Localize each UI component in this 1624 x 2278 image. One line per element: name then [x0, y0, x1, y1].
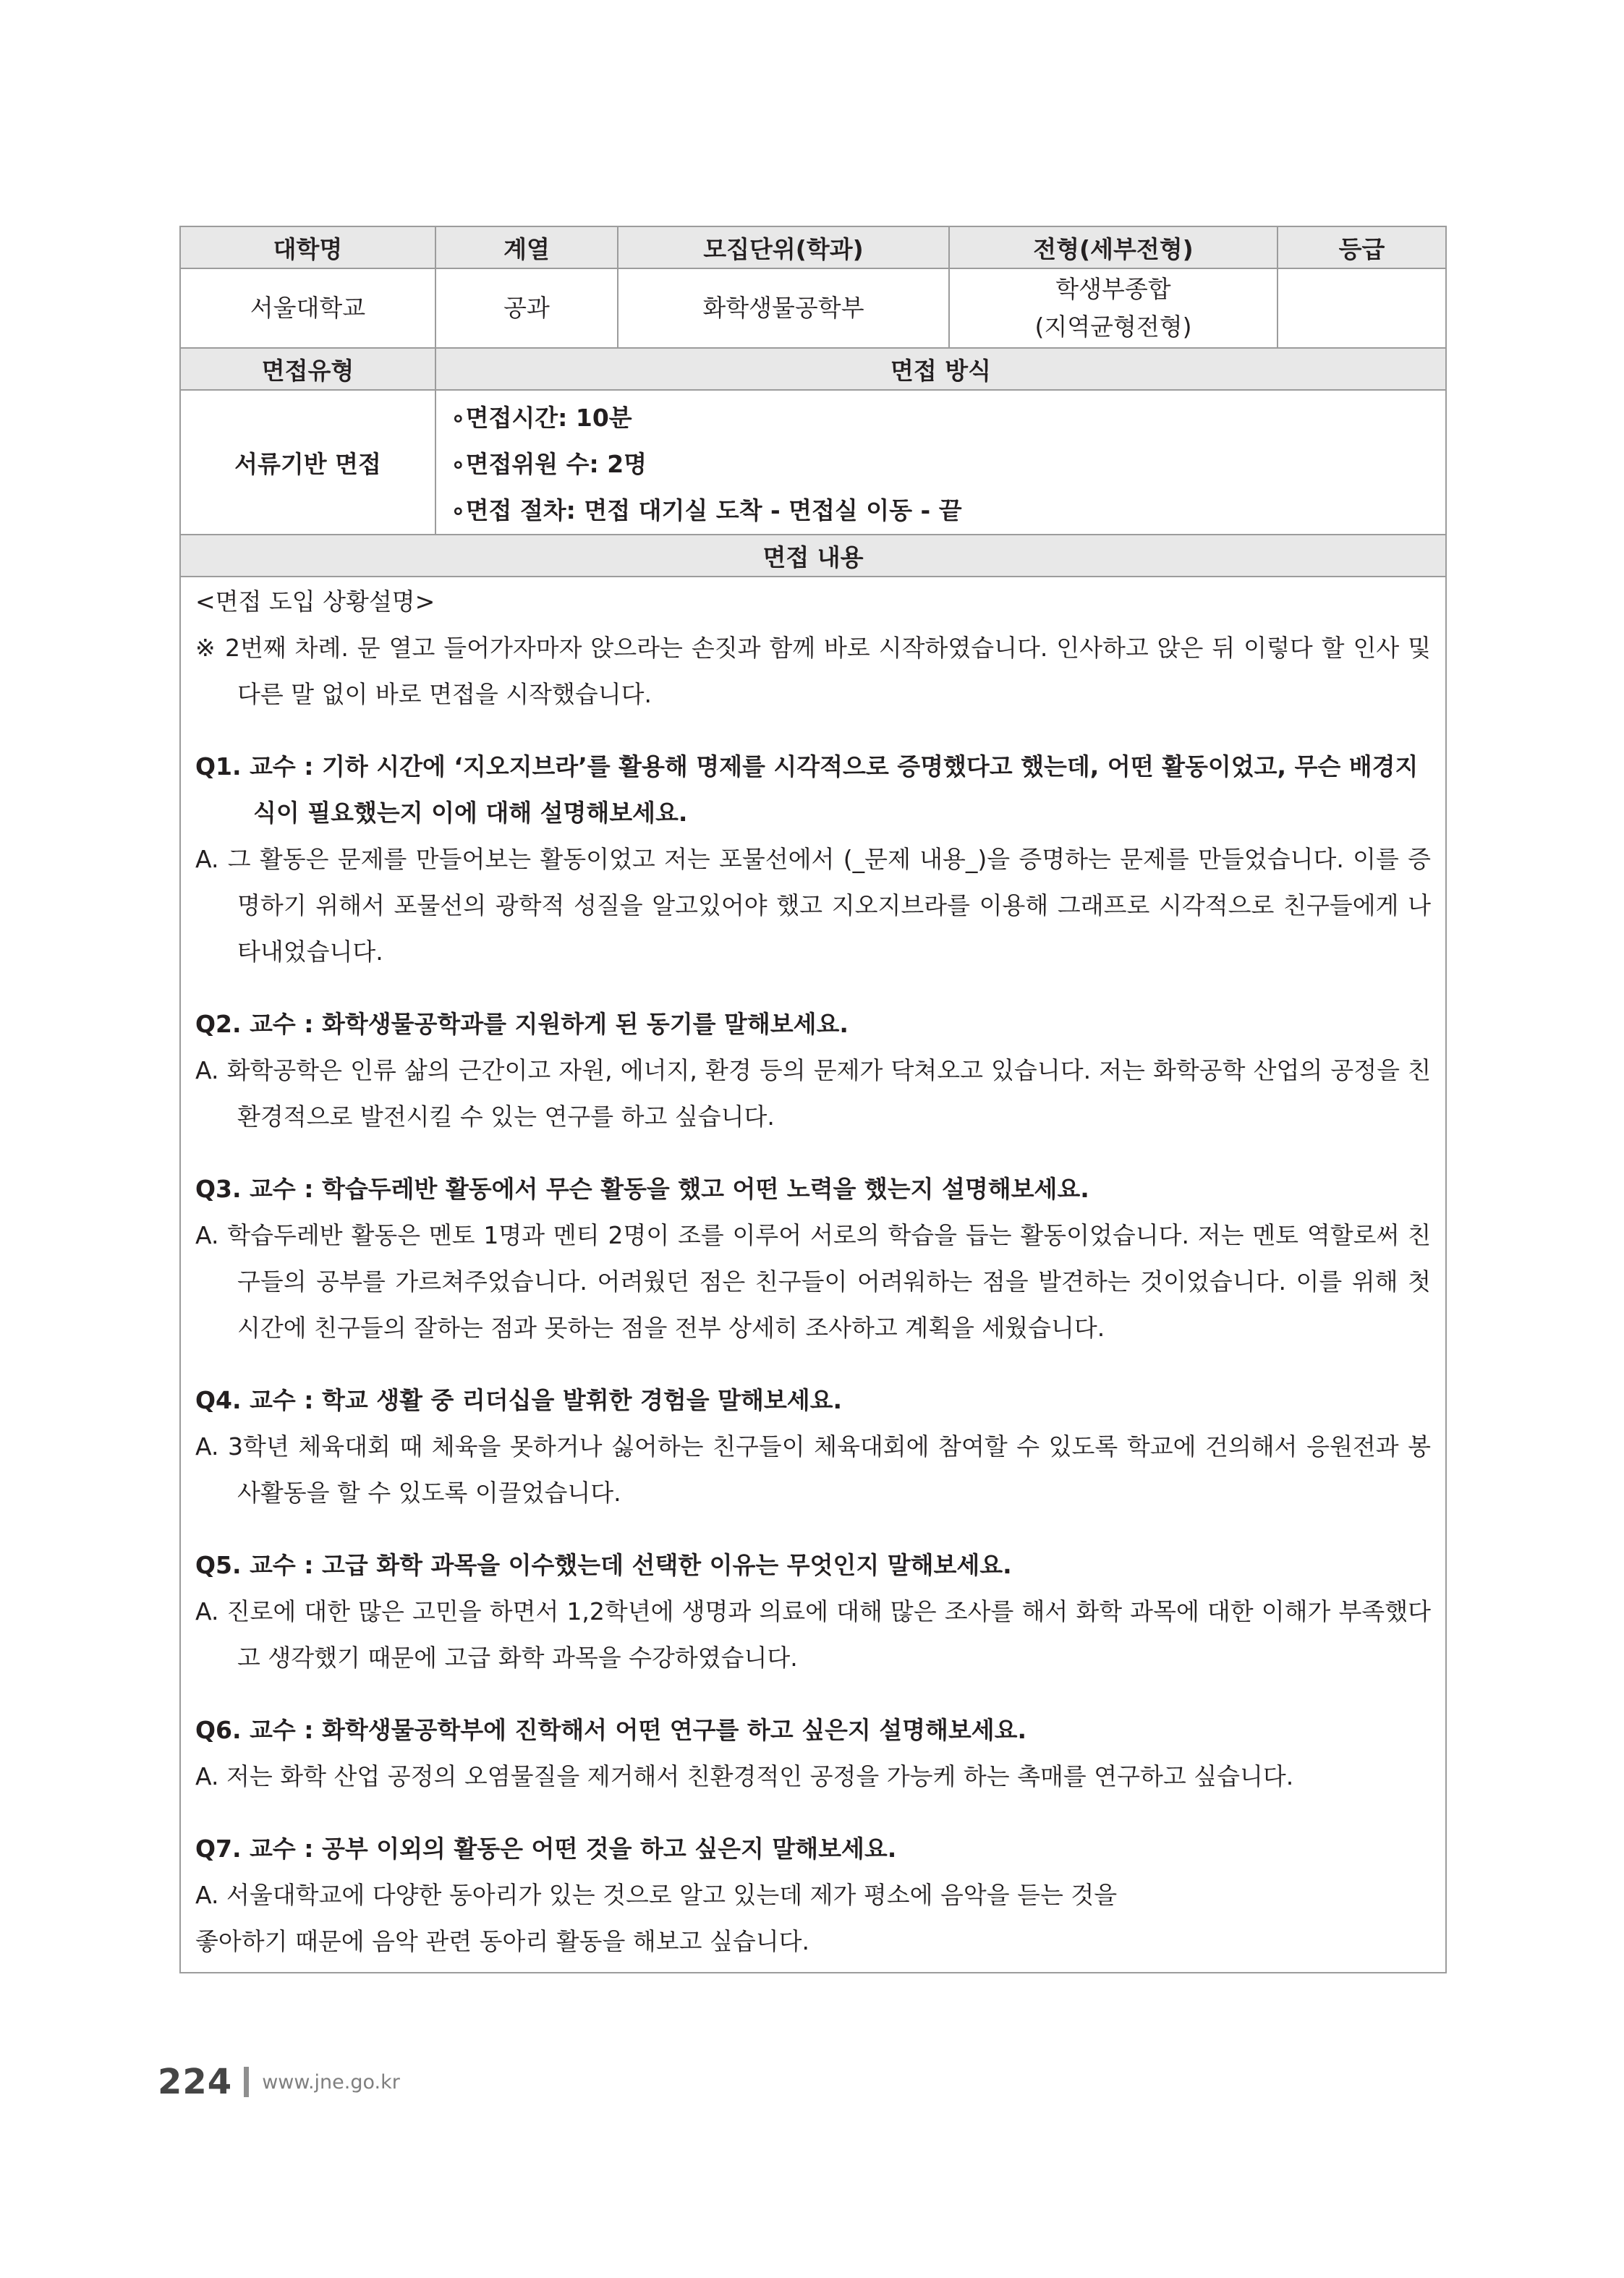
admission-info-table	[181, 227, 1445, 577]
admission-value	[949, 268, 1277, 348]
question-1: Q1. 교수 : 기하 시간에 ‘지오지브라’를 활용해 명제를 시각적으로 증명했다고 했는데, 어떤 활동이었고, 무슨 배경지식이 필요했는지 이에 대해 설명해보세요.	[195, 752, 1419, 827]
question-2: Q2. 교수 : 화학생물공학과를 지원하게 된 동기를 말해보세요.	[195, 1010, 849, 1038]
answer-3: A. 학습두레반 활동은 멘토 1명과 멘티 2명이 조를 이루어 서로의 학습을 듭는 활동이었습니다. 저는 멘토 역할로써 친구들의 공부를 가르쳐주었습니다. 어려웠던 점은 친구들이 어려워하는 점을 발견하는 것이었습니다. 이를 위해 첫 시간에 친구들의 잘하는 점과 못하는 점을 전부 상세히 조사하고 계획을 세웠습니다.	[195, 1221, 1431, 1342]
university-value: 서울대학교	[181, 268, 435, 348]
question-3: Q3. 교수 : 학습두레반 활동에서 무슨 활동을 했고 어떤 노력을 했는지 설명해보세요.	[195, 1175, 1089, 1203]
question-4: Q4. 교수 : 학교 생활 중 리더십을 발휘한 경험을 말해보세요.	[195, 1386, 842, 1414]
answer-7: A. 서울대학교에 다양한 동아리가 있는 것으로 알고 있는데 제가 평소에 음악을 듣는 것을	[195, 1881, 1118, 1909]
answer-2: A. 화학공학은 인류 삶의 근간이고 자원, 에너지, 환경 등의 문제가 닥쳐오고 있습니다. 저는 화학공학 산업의 공정을 친환경적으로 발전시킬 수 있는 연구를 하고 싶습니다.	[195, 1056, 1431, 1131]
admission-label: 전형(세부전형)	[949, 227, 1277, 268]
intro-title: <면접 도입 상황설명>	[195, 587, 435, 616]
question-5: Q5. 교수 : 고급 화학 과목을 이수했는데 선택한 이유는 무엇인지 말해보세요.	[195, 1551, 1012, 1579]
interview-method-list	[435, 390, 1445, 535]
interview-content-title: 면접 내용	[181, 535, 1445, 577]
department-label: 모집단위(학과)	[618, 227, 949, 268]
answer-1: A. 그 활동은 문제를 만들어보는 활동이었고 저는 포물선에서 (_문제 내용_)을 증명하는 문제를 만들었습니다. 이를 증명하기 위해서 포물선의 광학적 성질을 알고있어야 했고 지오지브라를 이용해 그래프로 시각적으로 친구들에게 나타내었습니다.	[195, 845, 1431, 966]
interview-record-sheet	[179, 226, 1447, 1973]
method-item: ∘면접시간: 10분	[451, 404, 632, 432]
page-number: 224	[158, 2062, 233, 2102]
field-label: 계열	[435, 227, 618, 268]
department-value: 화학생물공학부	[618, 268, 949, 348]
interview-type-label: 면접유형	[181, 348, 435, 390]
answer-5: A. 진로에 대한 많은 고민을 하면서 1,2학년에 생명과 의료에 대해 많은 조사를 해서 화학 과목에 대한 이해가 부족했다고 생각했기 때문에 고급 화학 과목을 수강하였습니다.	[195, 1597, 1431, 1672]
question-6: Q6. 교수 : 화학생물공학부에 진학해서 어떤 연구를 하고 싶은지 설명해보세요.	[195, 1716, 1027, 1744]
footer-url: www.jne.go.kr	[262, 2070, 400, 2094]
method-item: ∘면접 절차: 면접 대기실 도착 - 면접실 이동 - 끝	[451, 496, 962, 524]
interview-content-body	[181, 577, 1445, 1972]
admission-value-line2: (지역균형전형)	[1034, 313, 1192, 341]
university-label: 대학명	[181, 227, 435, 268]
intro-text: ※ 2번째 차례. 문 열고 들어가자마자 앉으라는 손짓과 함께 바로 시작하였습니다. 인사하고 앉은 뒤 이렇다 할 인사 및 다른 말 없이 바로 면접을 시작했습니다.	[195, 634, 1431, 708]
answer-4: A. 3학년 체육대회 때 체육을 못하거나 싫어하는 친구들이 체육대회에 참여할 수 있도록 학교에 건의해서 응원전과 봉사활동을 할 수 있도록 이끌었습니다.	[195, 1432, 1431, 1507]
method-item: ∘면접위원 수: 2명	[451, 450, 647, 478]
admission-value-line1: 학생부종합	[1055, 275, 1171, 303]
grade-label: 등급	[1277, 227, 1445, 268]
grade-value	[1277, 268, 1445, 348]
interview-method-label: 면접 방식	[435, 348, 1445, 390]
page-footer	[158, 2060, 400, 2104]
interview-type-value: 서류기반 면접	[181, 390, 435, 535]
question-7: Q7. 교수 : 공부 이외의 활동은 어떤 것을 하고 싶은지 말해보세요.	[195, 1835, 897, 1863]
answer-7-continued: 좋아하기 때문에 음악 관련 동아리 활동을 해보고 싶습니다.	[195, 1927, 809, 1955]
field-value: 공과	[435, 268, 618, 348]
footer-divider	[244, 2067, 249, 2097]
answer-6: A. 저는 화학 산업 공정의 오염물질을 제거해서 친환경적인 공정을 가능케 하는 촉매를 연구하고 싶습니다.	[195, 1762, 1294, 1790]
